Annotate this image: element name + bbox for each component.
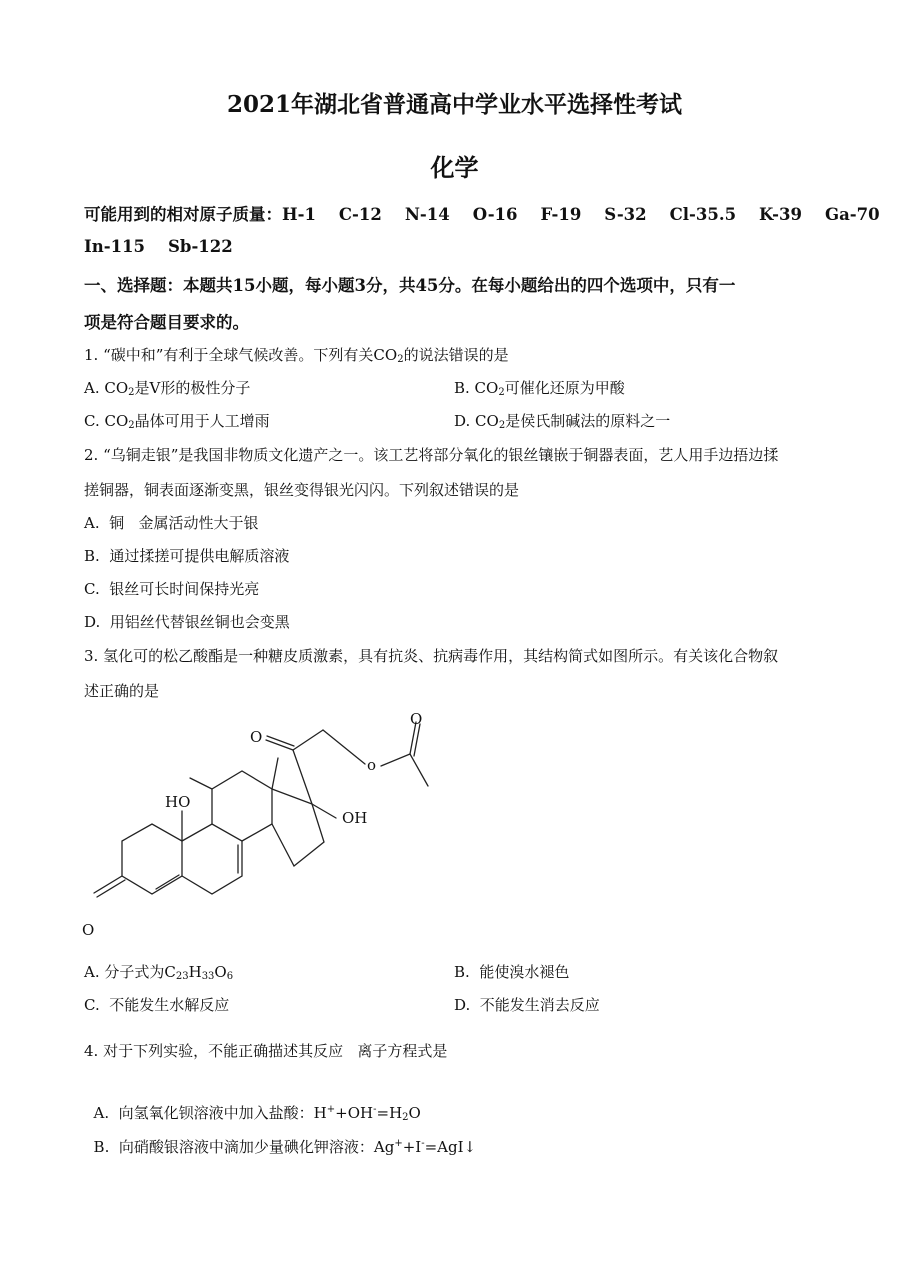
q4-b-i: +I bbox=[402, 1138, 422, 1156]
q3-a-text: A. 分子式为C bbox=[84, 963, 176, 981]
q1-d-text: D. CO bbox=[454, 412, 499, 430]
q4-b-sup-plus: + bbox=[394, 1138, 403, 1149]
q2-option-a[interactable]: A. 铜 金属活动性大于银 bbox=[84, 514, 259, 532]
q1-a-text-end: 是V形的极性分子 bbox=[134, 379, 251, 397]
question-2-stem-line-2: 搓铜器，铜表面逐渐变黑，银丝变得银光闪闪。下列叙述错误的是 bbox=[84, 481, 520, 499]
q2-option-c[interactable]: C. 银丝可长时间保持光亮 bbox=[84, 580, 260, 598]
atomic-mass-label: 可能用到的相对原子质量： bbox=[84, 205, 282, 224]
q3-option-a[interactable] bbox=[84, 961, 233, 982]
atomic-mass-item: K-39 bbox=[759, 205, 802, 224]
question-2-stem-line-1: 2. “乌铜走银”是我国非物质文化遗产之一。该工艺将部分氧化的银丝镶嵌于铜器表面，艺人用手边捂边揉 bbox=[84, 446, 779, 464]
ring-ketone-oxygen-label: O bbox=[82, 921, 95, 939]
q4-a-text: A. 向氢氧化钡溶液中加入盐酸：H bbox=[93, 1104, 327, 1122]
subject-title: 化学 bbox=[430, 153, 479, 182]
q1-c-sub: 2 bbox=[128, 420, 135, 431]
q1-c-text: C. CO bbox=[84, 412, 129, 430]
q1-stem-text-end: 的说法错误的是 bbox=[403, 346, 509, 364]
atomic-mass-line-2 bbox=[84, 237, 233, 256]
q4-b-text: B. 向硝酸银溶液中滴加少量碘化钾溶液：Ag bbox=[93, 1138, 395, 1156]
question-4-stem: 4. 对于下列实验，不能正确描述其反应 离子方程式是 bbox=[84, 1042, 448, 1060]
atomic-mass-line-1 bbox=[84, 201, 880, 225]
atomic-mass-item: O-16 bbox=[472, 205, 518, 224]
q1-d-sub: 2 bbox=[498, 420, 506, 431]
q4-b-agi: =AgI↓ bbox=[424, 1138, 477, 1156]
acyl-oxygen-label: O bbox=[410, 710, 423, 728]
atomic-mass-item: F-19 bbox=[540, 205, 582, 224]
q1-option-a[interactable] bbox=[84, 377, 250, 398]
q1-d-text-end: 是侯氏制碱法的原料之一 bbox=[505, 412, 671, 430]
ester-oxygen-label: o bbox=[367, 756, 377, 774]
atomic-mass-item: H-1 bbox=[282, 205, 316, 224]
q4-a-sup-plus: + bbox=[326, 1104, 336, 1115]
steroid-structure-diagram bbox=[80, 708, 440, 944]
atomic-mass-item: N-14 bbox=[404, 205, 450, 224]
ho-label: HO bbox=[165, 793, 191, 811]
q3-a-o: O bbox=[214, 963, 227, 981]
question-3-stem-line-2: 述正确的是 bbox=[84, 682, 160, 700]
q4-b-sup-minus: - bbox=[421, 1138, 425, 1149]
q4-a-oh: +OH bbox=[335, 1104, 374, 1122]
q1-stem-text: 1. “碳中和”有利于全球气候改善。下列有关CO bbox=[84, 346, 398, 364]
keto-oxygen-label: O bbox=[250, 728, 263, 746]
q2-option-b[interactable]: B. 通过揉搓可提供电解质溶液 bbox=[84, 547, 290, 565]
q4-a-sup-minus: - bbox=[373, 1104, 377, 1115]
exam-title: 2021年湖北省普通高中学业水平选择性考试 bbox=[226, 91, 682, 118]
atomic-mass-item: Ga-70 bbox=[824, 205, 880, 224]
q3-option-b[interactable]: B. 能使溴水褪色 bbox=[454, 963, 570, 981]
atomic-mass-item: C-12 bbox=[338, 205, 382, 224]
section-heading-line-1: 一、选择题：本题共15小题，每小题3分，共45分。在每小题给出的四个选项中，只有一 bbox=[84, 276, 736, 295]
q3-a-sub-c: 23 bbox=[175, 971, 189, 982]
q1-option-d[interactable] bbox=[454, 410, 670, 431]
q4-a-sub-2: 2 bbox=[402, 1112, 409, 1123]
q1-b-sub: 2 bbox=[498, 387, 505, 398]
q3-option-d[interactable]: D. 不能发生消去反应 bbox=[454, 996, 600, 1014]
atomic-mass-item: Cl-35.5 bbox=[669, 205, 737, 224]
q1-b-text-end: 可催化还原为甲酸 bbox=[504, 379, 625, 397]
question-3-stem-line-1: 3. 氢化可的松乙酸酯是一种糖皮质激素，具有抗炎、抗病毒作用，其结构简式如图所示。有关该化合物叙 bbox=[84, 647, 779, 665]
q1-a-sub: 2 bbox=[128, 387, 135, 398]
section-heading-line-2: 项是符合题目要求的。 bbox=[84, 313, 249, 332]
q3-a-h: H bbox=[188, 963, 202, 981]
q3-option-c[interactable]: C. 不能发生水解反应 bbox=[84, 996, 230, 1014]
q2-option-d[interactable]: D. 用铝丝代替银丝铜也会变黑 bbox=[84, 613, 290, 631]
q3-a-sub-h: 33 bbox=[201, 971, 215, 982]
q1-stem-sub: 2 bbox=[397, 354, 404, 365]
q1-a-text: A. CO bbox=[84, 379, 129, 397]
oh-label: OH bbox=[342, 809, 368, 827]
q3-a-sub-o: 6 bbox=[226, 971, 234, 982]
q4-a-o: O bbox=[408, 1104, 421, 1122]
q1-option-c[interactable] bbox=[84, 410, 270, 431]
atomic-mass-item: S-32 bbox=[604, 205, 647, 224]
atomic-mass-item: In-115 bbox=[84, 237, 146, 256]
q1-b-text: B. CO bbox=[454, 379, 499, 397]
q1-c-text-end: 晶体可用于人工增雨 bbox=[134, 412, 270, 430]
q4-a-h: =H bbox=[376, 1104, 403, 1122]
q4-option-b[interactable] bbox=[84, 1118, 476, 1157]
q1-option-b[interactable] bbox=[454, 377, 625, 398]
question-1-stem bbox=[84, 344, 509, 365]
atomic-mass-item: Sb-122 bbox=[168, 237, 233, 256]
